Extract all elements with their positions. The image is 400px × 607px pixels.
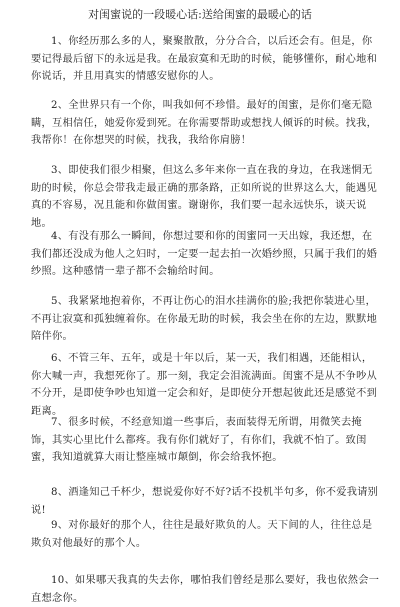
paragraph-5: 5、我紧紧地抱着你，不再让伤心的泪水挂满你的脸;我把你装进心里，不再让寂寞和孤独缠着你。在你最无助的时候，我会坐在你的左边，默默地陪伴你。 [31, 296, 378, 342]
paragraph-2: 2、全世界只有一个你，叫我如何不珍惜。最好的闺蜜，是你们毫无隐瞒，互相信任，她爱你爱到死。在你需要帮助或想找人倾诉的时候。找我，我帮你！在你想哭的时候，找我，我给你肩膀！ [31, 100, 378, 146]
paragraph-8: 8、酒逢知己千杯少，想说爱你好不好?话不投机半句多，你不爱我请别说! [31, 487, 379, 516]
page-title: 对闺蜜说的一段暖心话:送给闺蜜的最暖心的话 [88, 8, 312, 21]
paragraph-4: 4、有没有那么一瞬间，你想过要和你的闺蜜同一天出嫁，我还想，在我们都还没成为他人之妇时，一定要一起去拍一次婚纱照，只属于我们的婚纱照。这种感情一辈子都不会输给时间。 [31, 231, 378, 277]
paragraph-7: 7、很多时候，不经意知道一些事后，表面装得无所谓，用微笑去掩饰，其实心里比什么都疼。我有你们就好了，有你们，我就不怕了。致闺蜜，我知道就算大雨让整座城市颠倒，你会给我怀抱。 [31, 417, 367, 463]
paragraph-9: 9、对你最好的那个人，往往是最好欺负的人。天下间的人，往往总是欺负对他最好的那个人。 [31, 520, 373, 549]
paragraph-3: 3、即使我们很少相聚，但这么多年来你一直在我的身边，在我迷惘无助的时候，你总会带我走最正确的那条路，正如所说的世界这么大，能遇见真的不容易，况且能和你做闺蜜。谢谢你，我们要一起永远快乐，谈天说地。 [31, 165, 378, 229]
paragraph-1: 1、你经历那么多的人，聚聚散散，分分合合，以后还会有。但是，你要记得最后留下的永远是我。在最寂寞和无助的时候，能够懂你，耐心地和你说话，并且用真实的情感安慰你的人。 [31, 36, 378, 82]
paragraph-6: 6、不管三年、五年，或是十年以后，某一天，我们相遇，还能相认，你大喊一声，我想死你了。那一刻，我定会泪流满面。闺蜜不是从不争吵从不分开，是即使争吵也知道一定会和好，是即使分开想起彼此还是感觉不到距离。 [31, 353, 378, 417]
paragraph-10: 10、如果哪天我真的失去你，哪怕我们曾经是那么要好，我也依然会一直想念你。 [31, 575, 380, 604]
